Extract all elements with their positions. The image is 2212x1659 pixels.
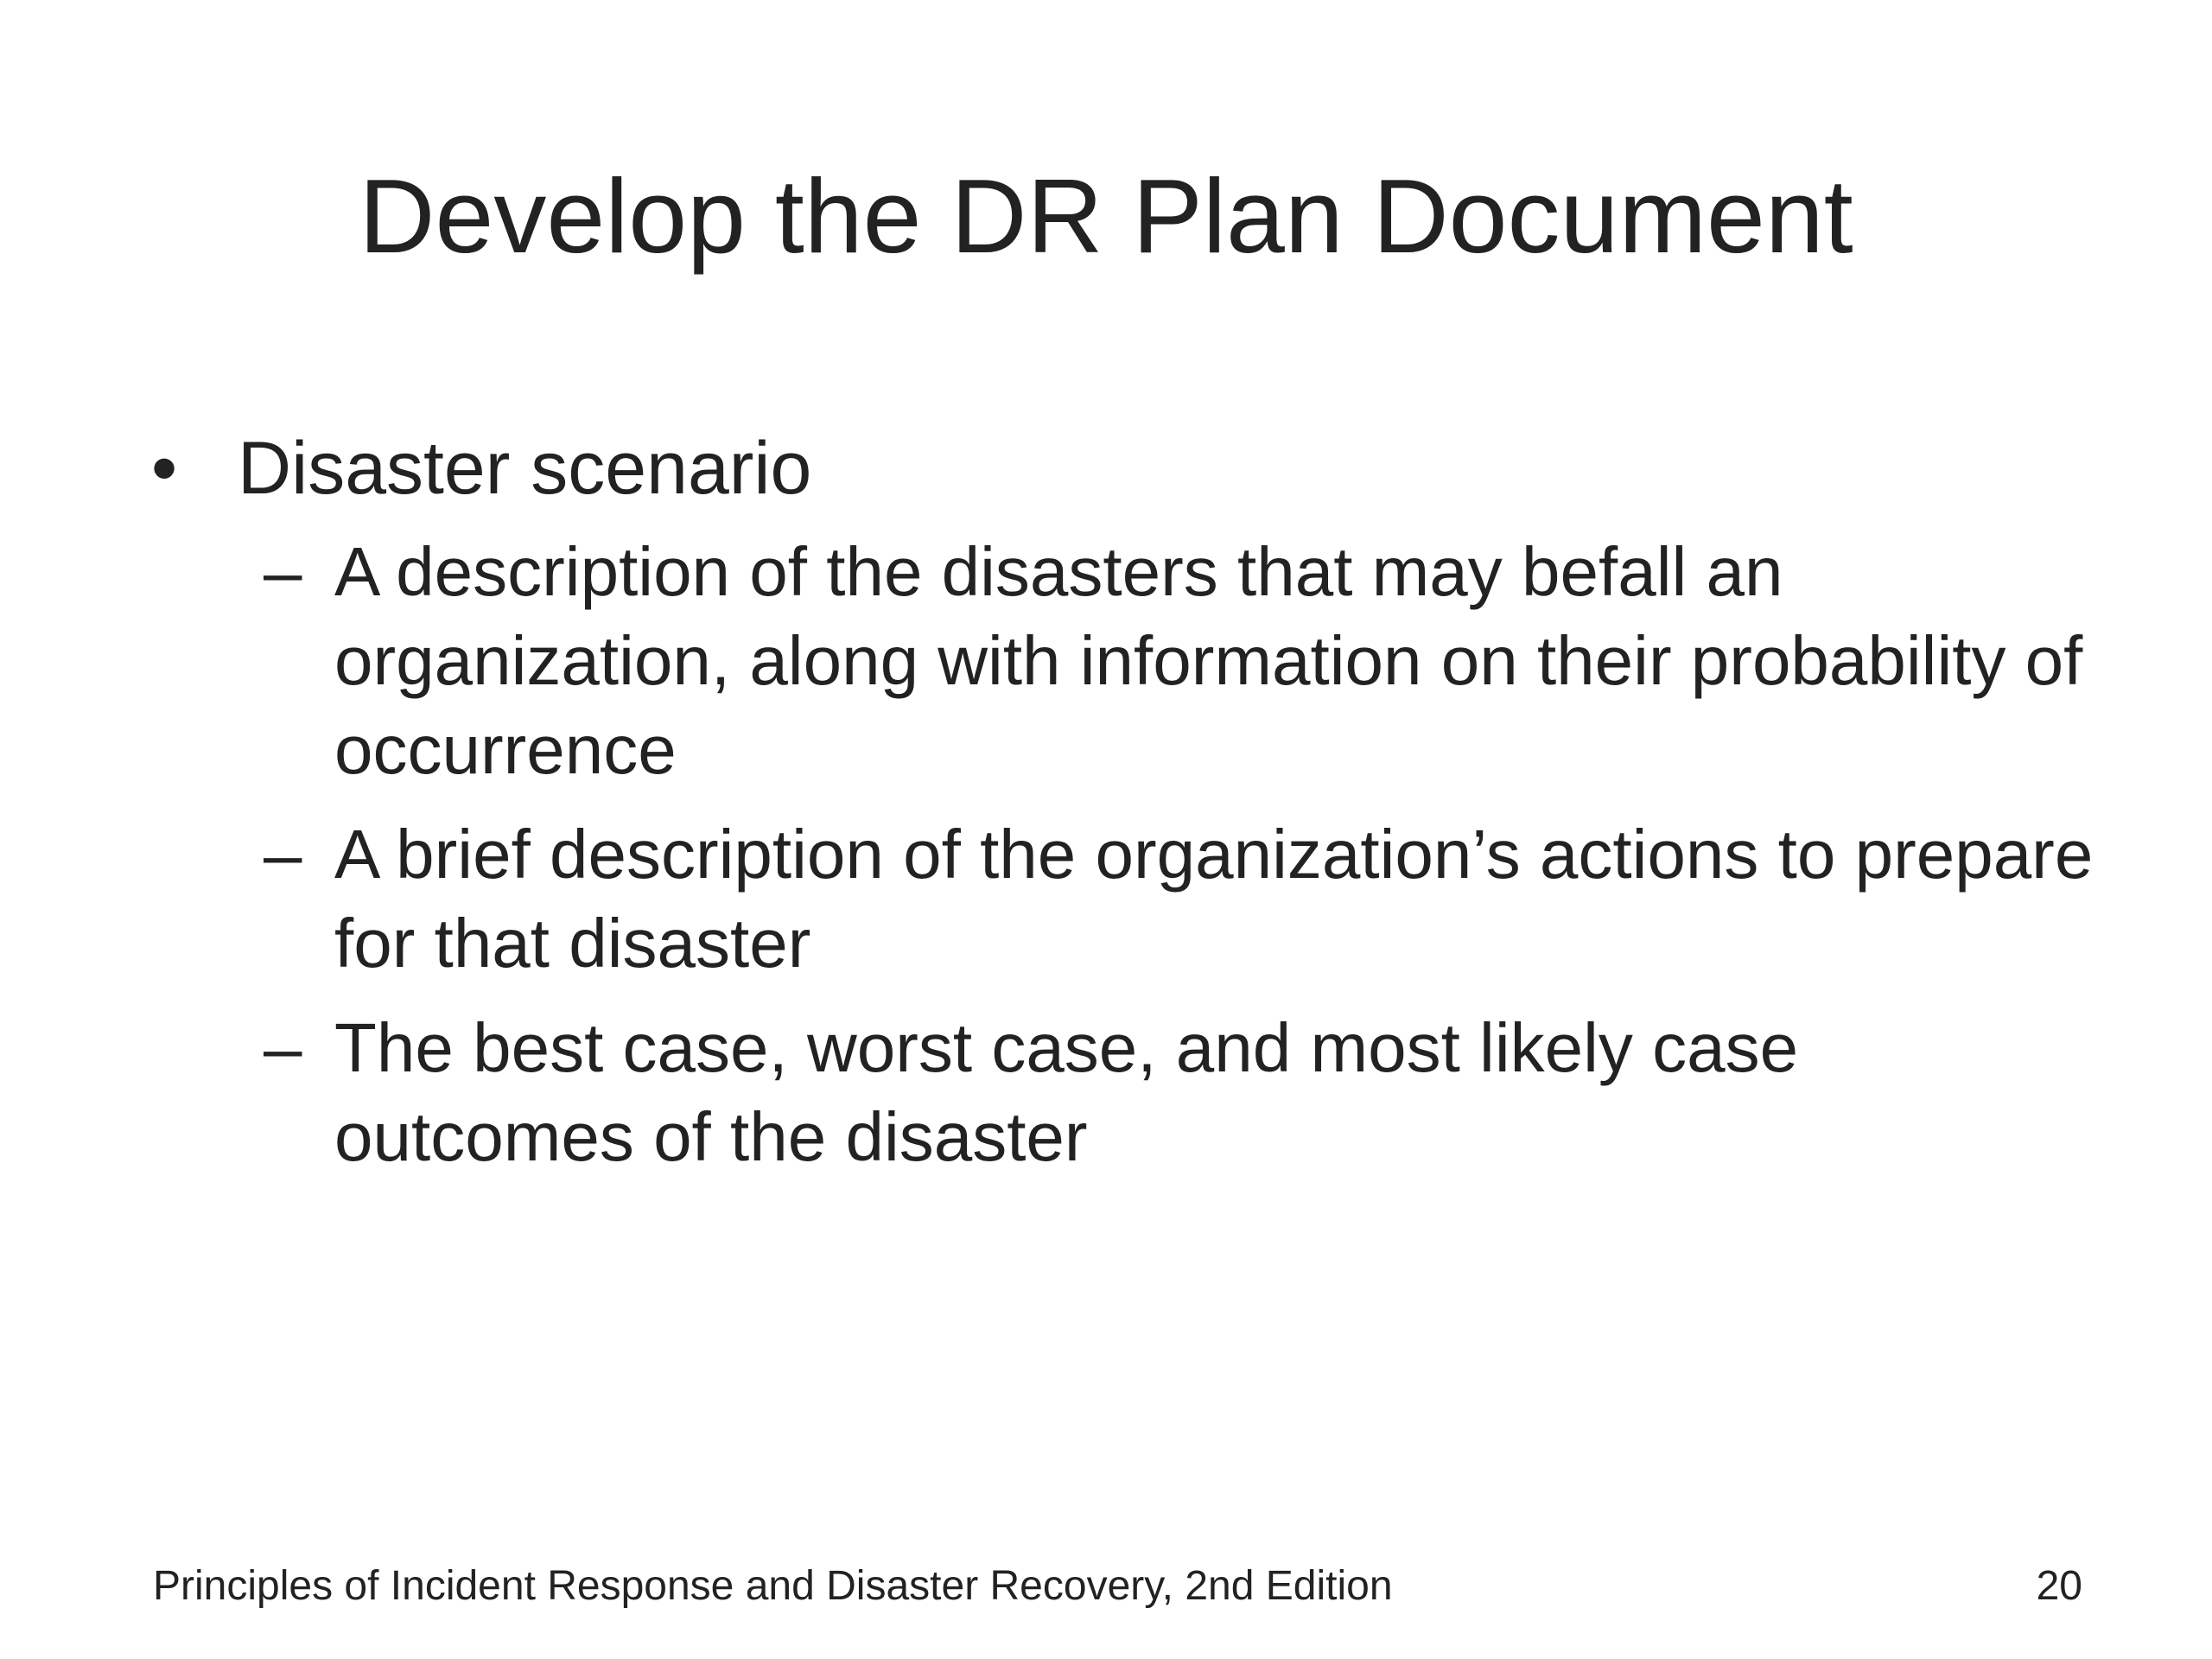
footer-text: Principles of Incident Response and Disaster Recovery, 2nd Edition bbox=[153, 1563, 1393, 1609]
bullet-marker: • bbox=[151, 427, 178, 510]
sub-bullet-text: A brief description of the organization’s actions to prepare for that disaster bbox=[334, 816, 2094, 982]
page-number: 20 bbox=[2036, 1563, 2082, 1609]
sub-bullet-item bbox=[151, 1003, 2095, 1181]
sub-bullet-text: A description of the disasters that may befall an organization, along with information on their probability of occurrence bbox=[334, 533, 2083, 788]
dash-marker: – bbox=[264, 533, 302, 610]
bullet-item bbox=[151, 423, 2095, 513]
slide-content bbox=[151, 423, 2095, 1197]
sub-bullet-item bbox=[151, 810, 2095, 988]
bullet-text: Disaster scenario bbox=[238, 427, 812, 510]
sub-bullet-list bbox=[151, 527, 2095, 1181]
dash-marker: – bbox=[264, 1009, 302, 1086]
sub-bullet-item bbox=[151, 527, 2095, 794]
dash-marker: – bbox=[264, 816, 302, 893]
sub-bullet-text: The best case, worst case, and most likely case outcomes of the disaster bbox=[334, 1009, 1799, 1175]
slide-title: Develop the DR Plan Document bbox=[359, 157, 1853, 275]
